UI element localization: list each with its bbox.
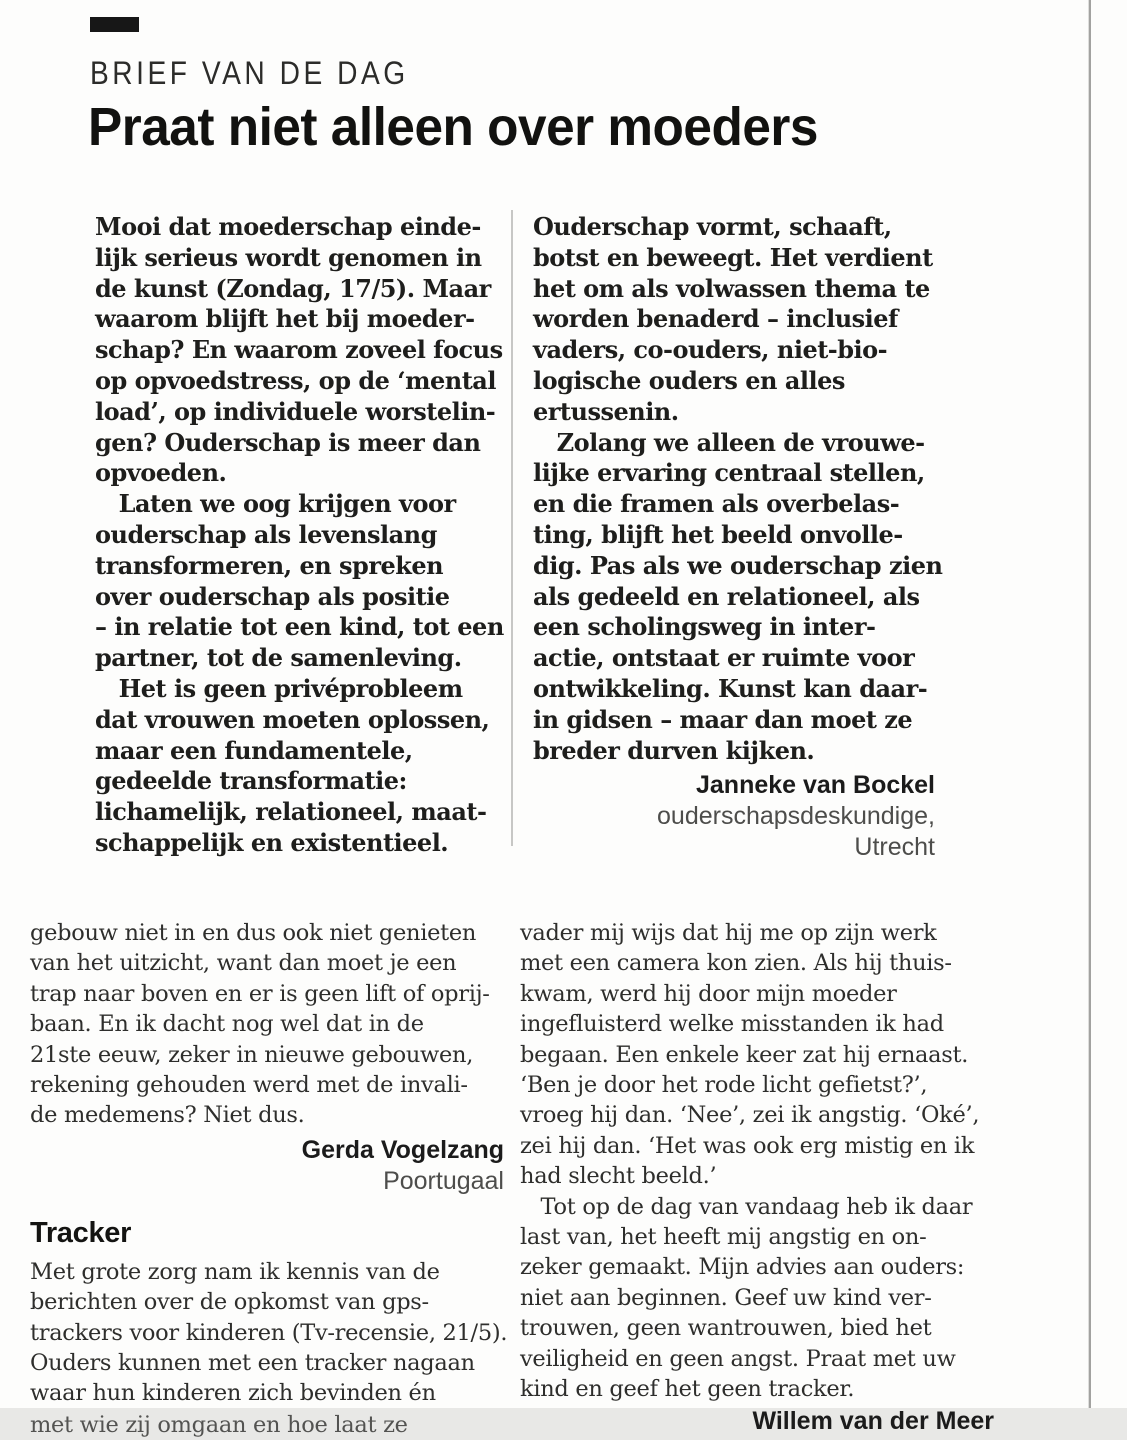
text-line: logische ouders en alles [533, 365, 845, 395]
signature-name: Gerda Vogelzang [301, 1135, 504, 1164]
text-line: begaan. Een enkele keer zat hij ernaast. [520, 1041, 969, 1068]
text-line: gedeelde transformatie: [95, 766, 407, 796]
text-line: Ouderschap vormt, schaaft, [533, 212, 892, 241]
letter-tracker-text [30, 1257, 508, 1409]
text-line: gen? Ouderschap is meer dan [95, 427, 481, 457]
text-line: met wie zij omgaan en hoe laat ze [30, 1411, 408, 1438]
text-line: partner, tot de samenleving. [95, 643, 462, 673]
text-line: ting, blijft het beeld onvolle- [533, 519, 903, 549]
text-line: rekening gehouden werd met de invali- [30, 1072, 468, 1099]
text-line: vaders, co-ouders, niet-bio- [533, 335, 888, 365]
text-line: de medemens? Niet dus. [30, 1102, 305, 1129]
text-line: ouderschap als levenslang [95, 519, 437, 549]
text-line: Ouders kunnen met een tracker nagaan [30, 1350, 475, 1377]
signature-city: Utrecht [854, 833, 935, 862]
text-line: berichten over de opkomst van gps- [30, 1289, 429, 1316]
text-line: ontwikkeling. Kunst kan daar- [533, 673, 928, 703]
text-line: Met grote zorg nam ik kennis van de [30, 1258, 440, 1285]
text-line: Zolang we alleen de vrouwe- [533, 427, 925, 457]
text-line: vader mij wijs dat hij me op zijn werk [520, 920, 937, 946]
column-divider [511, 210, 513, 846]
article-headline: Praat niet alleen over moeders [88, 97, 818, 157]
text-line: had slecht beeld.’ [520, 1163, 717, 1190]
text-line: waarom blijft het bij moeder- [95, 304, 475, 334]
signature-block-invalide [30, 1135, 504, 1197]
text-line: trackers voor kinderen (Tv-recensie, 21/5). [30, 1319, 508, 1346]
text-line: Mooi dat moederschap einde- [95, 212, 481, 241]
text-line: ‘Ben je door het rode licht gefietst?’, [520, 1072, 928, 1099]
section-kicker: BRIEF VAN DE DAG [90, 55, 409, 91]
text-line: zei hij dan. ‘Het was ook erg mistig en ik [520, 1132, 975, 1159]
signature-role: ouderschapsdeskundige, [657, 802, 935, 831]
text-line: transformeren, en spreken [95, 550, 444, 580]
text-line: actie, ontstaat er ruimte voor [533, 643, 915, 673]
text-line: botst en beweegt. Het verdient [533, 242, 933, 272]
text-line: breder durven kijken. [533, 735, 815, 765]
text-line: veiligheid en geen angst. Praat met uw [520, 1345, 956, 1372]
text-line: last van, het heeft mij angstig en on- [520, 1224, 927, 1251]
text-line: lijk serieus wordt genomen in [95, 242, 482, 272]
text-line: de kunst (Zondag, 17/5). Maar [95, 273, 491, 303]
text-line: maar een fundamentele, [95, 735, 413, 765]
letter-column-left [95, 212, 504, 859]
text-line: dig. Pas als we ouderschap zien [533, 550, 943, 580]
letter-tracker-continued-text [520, 918, 994, 1405]
text-line: ertussenin. [533, 396, 679, 426]
section-marker-bar [90, 17, 139, 32]
text-line: Tot op de dag van vandaag heb ik daar [520, 1193, 973, 1220]
text-line: van het uitzicht, want dan moet je een [30, 950, 457, 977]
signature-name: Janneke van Bockel [695, 771, 935, 800]
text-line: kwam, werd hij door mijn moeder [520, 980, 897, 1007]
signature-city: Poortugaal [383, 1166, 504, 1195]
clipped-text-line [30, 1410, 504, 1438]
text-line: ingefluisterd welke misstanden ik had [520, 1011, 944, 1038]
text-line: worden benaderd – inclusief [533, 304, 898, 334]
text-line: schap? En waarom zoveel focus [95, 335, 503, 365]
text-line: als gedeeld en relationeel, als [533, 581, 920, 611]
letter-column-right [533, 212, 943, 863]
readers-letters-column-left [30, 918, 508, 1438]
clipped-signature [520, 1406, 994, 1435]
text-line: opvoeden. [95, 458, 227, 488]
letter-right-text [533, 212, 943, 766]
text-line: over ouderschap als positie [95, 581, 450, 611]
text-line: schappelijk en existentieel. [95, 827, 449, 857]
text-line: kind en geef het geen tracker. [520, 1376, 855, 1403]
text-line: op opvoedstress, op de ‘mental [95, 365, 496, 395]
text-line: trouwen, geen wantrouwen, bied het [520, 1315, 932, 1342]
text-line: load’, op individuele worstelin- [95, 396, 496, 426]
text-line: in gidsen – maar dan moet ze [533, 704, 913, 734]
text-line: 21ste eeuw, zeker in nieuwe gebouwen, [30, 1041, 474, 1068]
text-line: een scholingsweg in inter- [533, 612, 876, 642]
text-line: waar hun kinderen zich bevinden én [30, 1380, 436, 1407]
text-line: Het is geen privéprobleem [95, 673, 463, 703]
letter-invalide-text [30, 918, 504, 1131]
text-line: met een camera kon zien. Als hij thuis- [520, 950, 952, 977]
signature-block [533, 770, 935, 863]
text-line: gebouw niet in en dus ook niet genieten [30, 920, 477, 946]
readers-letters-column-right [520, 918, 994, 1435]
text-line: baan. En ik dacht nog wel dat in de [30, 1011, 424, 1038]
letter-heading-tracker: Tracker [30, 1216, 132, 1249]
text-line: niet aan beginnen. Geef uw kind ver- [520, 1284, 932, 1311]
text-line: het om als volwassen thema te [533, 273, 930, 303]
text-line: – in relatie tot een kind, tot een [95, 612, 504, 642]
text-line: trap naar boven en er is geen lift of oprij- [30, 980, 490, 1007]
signature-name: Willem van der Meer [752, 1406, 994, 1435]
text-line: zeker gemaakt. Mijn advies aan ouders: [520, 1254, 965, 1281]
text-line: lijke ervaring centraal stellen, [533, 458, 925, 488]
text-line: vroeg hij dan. ‘Nee’, zei ik angstig. ‘Oké’, [520, 1102, 980, 1129]
text-line: en die framen als overbelas- [533, 489, 900, 519]
text-line: lichamelijk, relationeel, maat- [95, 797, 487, 827]
page-edge-rule [1089, 0, 1091, 1408]
text-line: dat vrouwen moeten oplossen, [95, 704, 490, 734]
text-line: Laten we oog krijgen voor [95, 489, 456, 519]
